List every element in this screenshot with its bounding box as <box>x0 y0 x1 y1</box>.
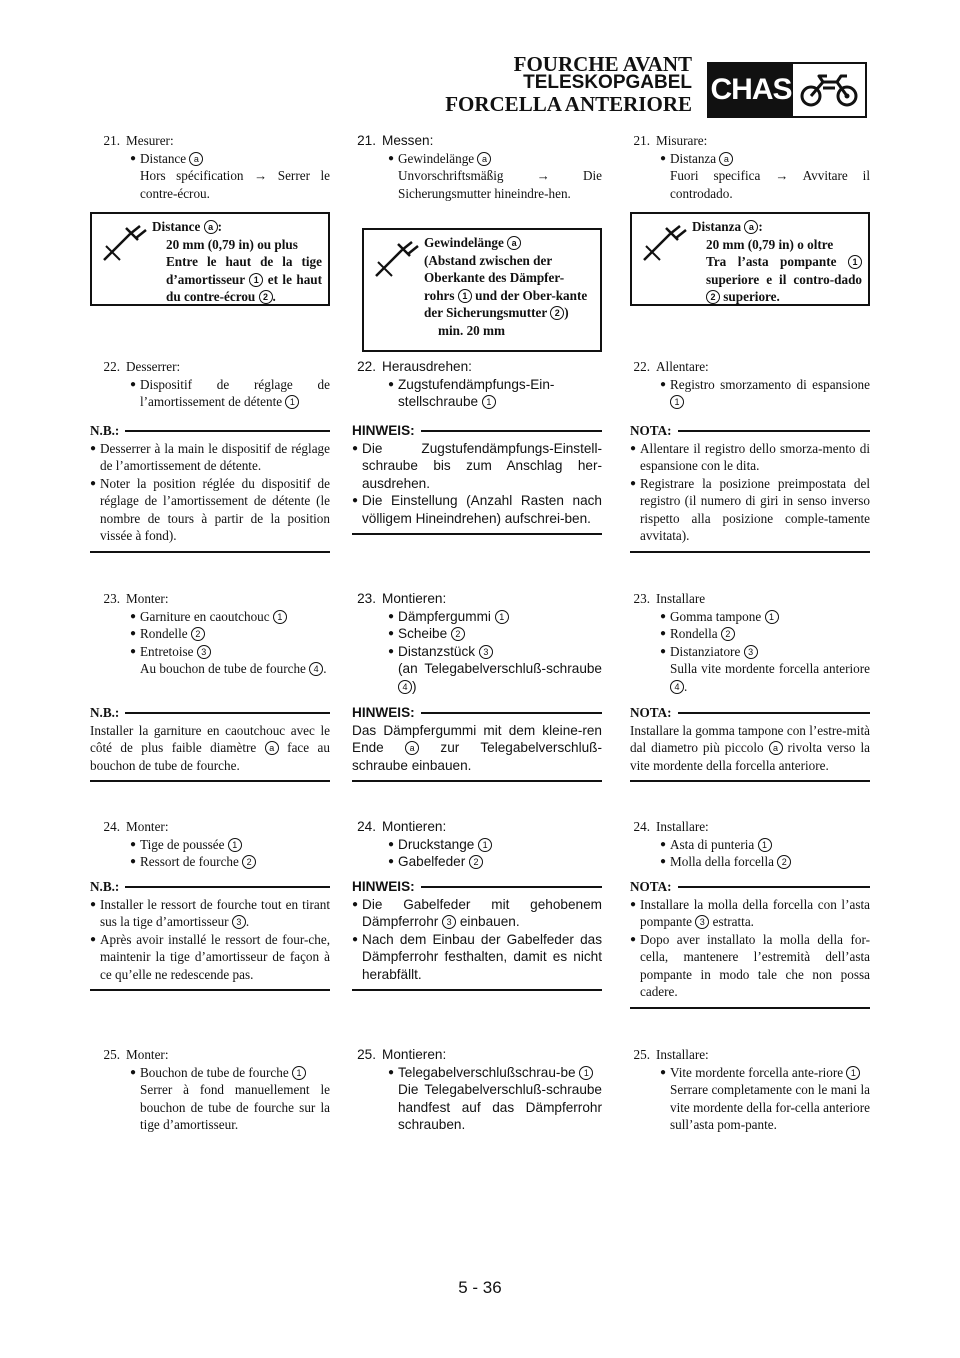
step-25-it: 25. Installare: ● Vite mordente forcella ante-riore 1 Serrare completamente con le mani la vite mordente della for-cella anteriore sull’asta pom-pante. <box>633 1047 870 1132</box>
note-24-de: HINWEIS: ● Die Gabelfeder mit gehobenem Dämpferrohr 3 einbauen. ● Nach dem Einbau der Gabelfeder das Dämpferrohr festhalten, damit es nicht herabfällt. <box>352 878 602 991</box>
step-24-fr: 24. Monter: ● Tige de poussée 1 ● Ressort de fourche 2 <box>80 818 330 871</box>
step-24-it: 24. Installare: ● Asta di punteria 1 ● Molla della forcella 2 <box>620 818 870 871</box>
note-22-fr: N.B.: ● Desserrer à la main le dispositif de réglage de l’amortissement de détente. ● Noter la position réglée du dispositif de réglage de l’amortissement de détente (le nombre de tours à partir de la position vissée à fond). <box>90 422 330 553</box>
step-21-de: 21. Messen: ● Gewindelänge a Unvorschriftsmäßig → Die Sicherungsmutter hineindre-hen. <box>357 133 602 201</box>
title-de: TELESKOPGABEL <box>523 72 692 93</box>
column-italian <box>620 0 870 1358</box>
step-25-fr: 25. Monter: ● Bouchon de tube de fourche 1 Serrer à fond manuellement le bouchon de tube de fourche sur la tige d’amortisseur. <box>103 1047 330 1132</box>
column-french <box>80 0 330 1358</box>
title-fr: FOURCHE AVANT <box>513 52 692 76</box>
spec-box-21-fr: Distance a : 20 mm (0,79 in) ou plus Entre le haut de la tige d’amortisseur 1 et le haut du contre-écrou 2 . <box>90 212 330 306</box>
note-24-it: NOTA: ● Installare la molla della forcella con l’asta pompante 3 estratta. ● Dopo aver installato la molla della for-cella, mantenere l’estremità dell’asta pompante in modo tale che non possa cadere. <box>630 878 870 1009</box>
wrench-icon <box>372 240 420 280</box>
note-22-de: HINWEIS: ● Die Zugstufendämpfungs-Einstell-schraube bis zum Anschlag her-ausdrehen. ● Die Einstellung (Anzahl Rasten nach völligem Hineindrehen) aufschrei-ben. <box>352 422 602 535</box>
step-23-de: 23. Montieren: ● Dämpfergummi 1 ● Scheibe 2 ● Distanzstück 3 (an Telegabelverschluß-schraube 4 ) <box>357 591 602 694</box>
column-german <box>352 0 602 1358</box>
note-23-fr: N.B.: Installer la garniture en caoutchouc avec le côté de plus faible diamètre a face au bouchon de tube de fourche. <box>90 704 330 782</box>
chas-label: CHAS <box>709 64 793 116</box>
step-23-fr: 23. Monter: ● Garniture en caoutchouc 1 ● Rondelle 2 ● Entretoise 3 Au bouchon de tube de fourche 4 . <box>103 591 327 676</box>
step-24-de: 24. Montieren: ● Druckstange 1 ● Gabelfeder 2 <box>352 818 602 871</box>
step-21-it: 21. Misurare: ● Distanza a Fuori specifica → Avvitare il controdado. <box>633 133 870 201</box>
step-21-fr: 21. Mesurer: ● Distance a Hors spécification → Serrer le contre-écrou. <box>103 133 330 201</box>
wrench-icon <box>640 224 688 264</box>
note-24-fr: N.B.: ● Installer le ressort de fourche tout en tirant sus la tige d’amortisseur 3 . ● Après avoir installé le ressort de four-che, maintenir la tige d’amortisseur de façon à ce qu’elle ne redescende pas. <box>90 878 330 991</box>
spec-box-21-de: Gewindelänge a (Abstand zwischen der Oberkante des Dämpfer-rohrs 1 und der Ober-kante der Sicherungsmutter 2 ) min. 20 mm <box>362 228 602 352</box>
note-22-it: NOTA: ● Allentare il registro dello smorza-mento di espansione con le dita. ● Registrare la posizione preimpostata del registro (il numero di giri in senso inverso rispetto alla posizione comple-tamente avvitata). <box>630 422 870 553</box>
page-number: 5 - 36 <box>458 1278 502 1297</box>
spec-box-21-it: Distanza a : 20 mm (0,79 in) o oltre Tra l’asta pompante 1 superiore e il contro-dado 2 superiore. <box>630 212 870 306</box>
step-25-de: 25. Montieren: ● Telegabelverschlußschrau-be 1 Die Telegabelverschluß-schraube handfest auf das Dämpferrohr schrauben. <box>357 1047 602 1132</box>
step-22-de: 22. Herausdrehen: ● Zugstufendämpfungs-Ein-stellschraube 1 <box>357 359 555 409</box>
note-23-it: NOTA: Installare la gomma tampone con l’estre-mità dal diametro più piccolo a rivolta verso la vite mordente della forcella anteriore. <box>630 704 870 782</box>
step-22-fr: 22. Desserrer: ● Dispositif de réglage de l’amortissement de détente 1 <box>103 359 330 409</box>
wrench-icon <box>100 224 148 264</box>
step-22-it: 22. Allentare: ● Registro smorzamento di espansione 1 <box>633 359 870 407</box>
title-it: FORCELLA ANTERIORE <box>445 92 692 116</box>
step-23-it: 23. Installare ● Gomma tampone 1 ● Rondella 2 ● Distanziatore 3 Sulla vite mordente forcella anteriore 4 . <box>633 591 870 694</box>
note-23-de: HINWEIS: Das Dämpfergummi mit dem kleine-ren Ende a zur Telegabelverschluß-schraube einbauen. <box>352 704 602 782</box>
